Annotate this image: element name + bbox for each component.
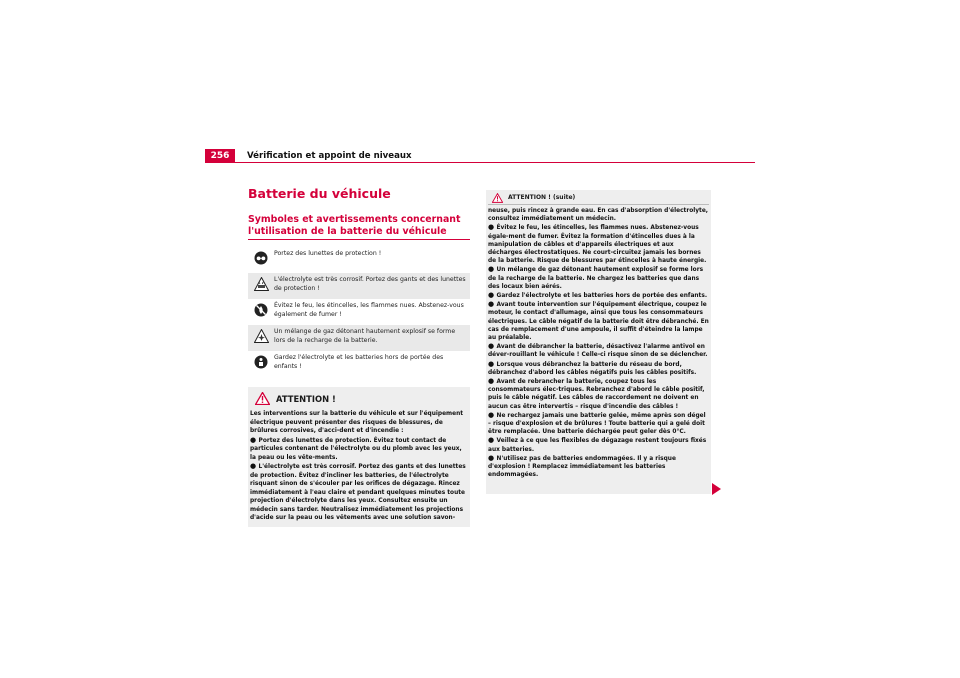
next-page-arrow-icon — [712, 483, 721, 495]
corrosive-warning-icon — [248, 276, 274, 291]
no-flame-icon — [248, 302, 274, 317]
symbol-row — [248, 299, 470, 325]
attention-bullet: ● Avant de rebrancher la batterie, coupez tous les consommateurs élec-triques. Rebranchez d'abord le câble positif, puis le câble négatif. Les câbles de raccordement ne doivent en aucun cas être intervertis – risque d'incendie des câbles ! — [488, 377, 705, 410]
attention-bullet: ● Ne rechargez jamais une batterie gelée, même après son dégel – risque d'explosion et de brûlures ! Toute batterie qui a gelé doit être remplacée. Une batterie déchargée peut geler dès 0°C. — [488, 410, 706, 436]
symbol-text: Un mélange de gaz détonant hautement explosif se forme lors de la recharge de la batterie. — [274, 328, 456, 344]
attention-bullet: ● L'électrolyte est très corrosif. Portez des gants et des lunettes de protection. Évitez d'incliner les batteries, de l'électrolyte risquant sinon de s'écouler par les orifices de dégazage. Rincez immédiatement à l'eau claire et pendant quelques minutes toute projection d'électrolyte dans les yeux. Consultez ensuite un médecin sans tarder. Neutralisez immédiatement les projections d'acide sur la peau ou les vêtements avec une solution savon- — [250, 462, 466, 521]
symbol-row — [248, 273, 470, 299]
warning-triangle-icon — [255, 390, 270, 409]
page-header — [205, 149, 755, 163]
attention-bullet: ● Un mélange de gaz détonant hautement explosif se forme lors de la recharge de la batterie. Ne chargez les batteries que dans des locaux bien aérés. — [488, 265, 704, 290]
attention-intro: Les interventions sur la batterie du véhicule et sur l'équipement électrique peuvent présenter des risques de blessures, de brûlures corrosives, d'acci-dent et d'incendie : — [250, 411, 464, 434]
attention-continued-box — [486, 190, 711, 494]
attention-label: ATTENTION ! — [276, 394, 336, 404]
attention-box — [248, 387, 470, 527]
attention-bullet: ● Portez des lunettes de protection. Évitez tout contact de particules contenant de l'électrolyte ou du plomb avec les yeux, la peau ou les vête-ments. — [250, 435, 462, 461]
subtitle-rule — [248, 239, 470, 240]
attention-continued-label: ATTENTION ! (suite) — [508, 193, 576, 201]
symbol-row — [248, 325, 470, 351]
safety-goggles-icon — [248, 250, 274, 265]
symbol-text: Portez des lunettes de protection ! — [274, 250, 382, 257]
symbol-text: Gardez l'électrolyte et les batteries hors de portée des enfants ! — [274, 354, 444, 370]
header-rule — [205, 162, 755, 163]
attention-header — [248, 391, 470, 407]
section-title: Batterie du véhicule — [248, 186, 391, 201]
explosion-warning-icon — [248, 328, 274, 343]
symbol-text: Évitez le feu, les étincelles, les flammes nues. Abstenez-vous également de fumer ! — [274, 302, 464, 318]
symbol-row — [248, 247, 470, 273]
symbol-row — [248, 351, 470, 377]
attention-bullet: ● Évitez le feu, les étincelles, les flammes nues. Abstenez-vous égale-ment de fumer. Évitez la formation d'étincelles dues à la manipulation de câbles et d'appareils électriques et aux décharges électrostatiques. Ne court-circuitez jamais les bornes de la batterie. Risque de blessures par étincelles à haute énergie. — [488, 223, 707, 265]
section-subtitle: Symboles et avertissements concernant l'utilisation de la batterie du véhicule — [248, 214, 461, 237]
page-number: 256 — [205, 149, 235, 163]
keep-from-children-icon — [248, 354, 274, 369]
attention-continued-body — [486, 205, 711, 480]
attention-bullet: ● Veillez à ce que les flexibles de dégazage restent toujours fixés aux batteries. — [488, 436, 707, 453]
attention-bullet: ● Avant toute intervention sur l'équipement électrique, coupez le moteur, le contact d'allumage, ainsi que tous les consommateurs électriques. Le câble négatif de la batterie doit être débranché. En cas de remplacement d'une ampoule, il suffit d'éteindre la lampe au préalable. — [488, 300, 709, 342]
running-title: Vérification et appoint de niveaux — [247, 151, 412, 161]
attention-body — [248, 407, 470, 523]
left-column — [248, 186, 470, 527]
attention-continued-header — [486, 190, 711, 204]
attention-bullet: ● N'utilisez pas de batteries endommagées. Il y a risque d'explosion ! Remplacez immédiatement les batteries endommagées. — [488, 453, 676, 479]
attention-bullet: ● Gardez l'électrolyte et les batteries hors de portée des enfants. — [488, 291, 708, 300]
attention-continued-intro: neuse, puis rincez à grande eau. En cas d'absorption d'électrolyte, consultez immédiatement un médecin. — [488, 208, 709, 223]
symbol-text: L'électrolyte est très corrosif. Portez des gants et des lunettes de protection ! — [274, 276, 466, 292]
symbol-table — [248, 247, 470, 377]
warning-triangle-icon — [492, 188, 503, 207]
attention-bullet: ● Avant de débrancher la batterie, désactivez l'alarme antivol en déver-rouillant le véhicule ! Celle-ci risque sinon de se déclencher. — [488, 342, 708, 359]
attention-bullet: ● Lorsque vous débranchez la batterie du réseau de bord, débranchez d'abord les câbles négatifs puis les câbles positifs. — [488, 359, 697, 376]
